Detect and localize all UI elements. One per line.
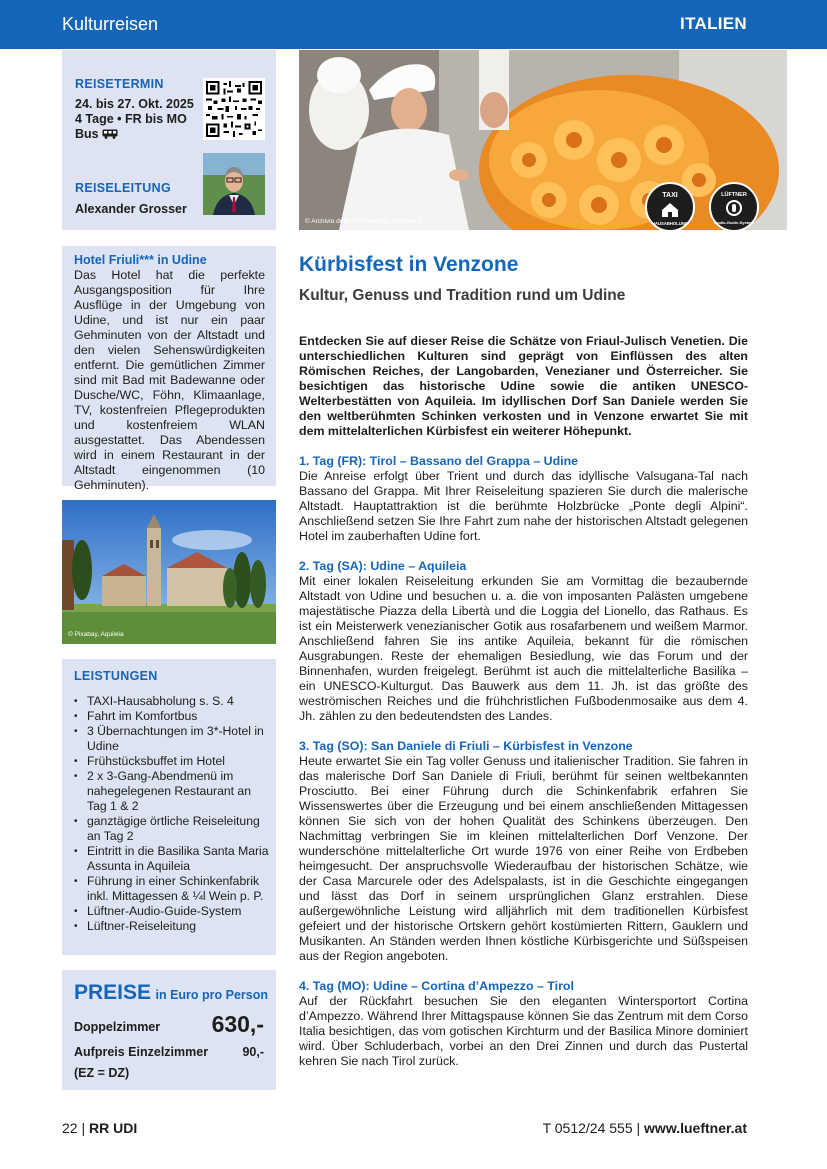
day-heading: 3. Tag (SO): San Daniele di Friuli – Kürbisfest in Venzone — [299, 739, 633, 753]
day-heading: 1. Tag (FR): Tirol – Bassano del Grappa – Udine — [299, 454, 579, 468]
category-label: Kulturreisen — [62, 14, 159, 34]
page-footer-left: 22 | RR UDI — [62, 1120, 138, 1136]
hero-photo-credit: © Archivio della Pro Venzone, Kürbisfest — [305, 218, 422, 225]
hotel-box — [62, 246, 276, 492]
audio-guide-badge — [709, 182, 759, 230]
intro-paragraph: Entdecken Sie auf dieser Reise die Schätze von Friaul-Julisch Venetien. Die unterschiedlichen Kulturen sind geprägt von Einflüssen des alten Römischen Reiches, der Langobarden, Venezianer und Österreicher. Sie besichtigen das historische Udine sowie die antiken UNESCO-Welterbestätten von Aquileia. Im idyllischen Dorf San Daniele werden Sie den weltberühmten Schinken verkosten und in Venzone erwartet Sie mit dem mittelalterlichen Kürbisfest ein weiterer Höhepunkt. — [299, 334, 748, 438]
trip-code: RR UDI — [89, 1120, 138, 1136]
transport-line — [75, 127, 194, 142]
services-heading: LEISTUNGEN — [74, 669, 158, 683]
svg-text:TAXI: TAXI — [662, 192, 678, 199]
page-number: 22 — [62, 1120, 78, 1136]
day-section — [299, 559, 748, 724]
price-note: (EZ = DZ) — [74, 1066, 130, 1080]
qr-code[interactable] — [203, 78, 265, 140]
list-item: • TAXI-Hausabholung s. S. 4 — [74, 694, 270, 709]
svg-text:HAUSABHOLUNG: HAUSABHOLUNG — [651, 221, 689, 226]
aquileia-photo — [62, 500, 276, 644]
website-link[interactable]: www.lueftner.at — [644, 1120, 747, 1136]
taxi-pickup-badge — [645, 182, 695, 230]
page-subtitle: Kultur, Genuss und Tradition rund um Udine — [299, 287, 626, 304]
page-title: Kürbisfest in Venzone — [299, 253, 519, 276]
double-room-label: Doppelzimmer — [74, 1020, 161, 1034]
price-subtitle: in Euro pro Person — [155, 988, 268, 1002]
single-supplement-price: 90,- — [242, 1045, 264, 1059]
travel-info-box — [62, 50, 276, 230]
aquileia-photo-credit: © Pixabay, Aquileia — [68, 631, 124, 638]
bus-icon — [102, 129, 118, 139]
hotel-title: Hotel Friuli*** in Udine — [74, 253, 207, 267]
reisetermin-heading: REISETERMIN — [75, 77, 164, 91]
list-item: • Eintritt in die Basilika Santa Maria Assunta in Aquileia — [74, 844, 270, 874]
list-item: • Fahrt im Komfortbus — [74, 709, 270, 724]
list-item: • Lüftner-Audio-Guide-System — [74, 904, 270, 919]
double-room-price: 630,- — [211, 1011, 264, 1037]
svg-text:LÜFTNER: LÜFTNER — [721, 192, 747, 198]
date-range: 24. bis 27. Okt. 2025 — [75, 97, 194, 111]
top-bar — [0, 0, 827, 49]
guide-name: Alexander Grosser — [75, 202, 187, 216]
country-label: ITALIEN — [680, 14, 747, 33]
page-footer-right: T 0512/24 555 | www.lueftner.at — [542, 1120, 747, 1136]
services-list — [74, 694, 270, 934]
svg-text:Audio-Guide-System: Audio-Guide-System — [714, 220, 754, 225]
day-section — [299, 979, 748, 1069]
guide-portrait — [203, 153, 265, 215]
day-section — [299, 454, 748, 544]
list-item: • 2 x 3-Gang-Abendmenü im nahegelegenen Restaurant an Tag 1 & 2 — [74, 769, 270, 814]
price-title: PREISE — [74, 981, 152, 1004]
article-body — [299, 334, 748, 1084]
single-supplement-label: Aufpreis Einzelzimmer — [74, 1045, 209, 1059]
list-item: • ganztägige örtliche Reiseleitung an Tag 2 — [74, 814, 270, 844]
list-item: • Lüftner-Reiseleitung — [74, 919, 270, 934]
reiseleitung-heading: REISELEITUNG — [75, 181, 171, 195]
list-item: • Frühstücksbuffet im Hotel — [74, 754, 270, 769]
price-heading — [74, 981, 268, 1005]
list-item: • 3 Übernachtungen im 3*-Hotel in Udine — [74, 724, 270, 754]
hotel-description: Das Hotel hat die perfekte Ausgangsposition für Ihre Ausflüge in der Umgebung von Udine, und ist nur ein paar Gehminuten von der Altstadt und den vielen Sehenswürdigkeiten entfernt. Die gemütlichen Zimmer sind mit Bad mit Badewanne oder Dusche/WC, Föhn, Klimaanlage, TV, kostenfreien Pflegeprodukten und kostenfreiem WLAN ausgestattet. Das Abendessen wird in einem Restaurant in der Altstadt eingenommen (10 Gehminuten). — [74, 268, 265, 492]
services-box — [62, 659, 276, 955]
day-text: Mit einer lokalen Reiseleitung erkunden Sie am Vormittag die bezaubernde Altstadt von Udine und besuchen u. a. die von imposanten Palästen umgebene majestätische Piazza della Libertà und die Loggia del Lionello, das Rathaus. Es ist ein Meisterwerk venezianischer Gotik aus rosafarbenem und weißem Marmor. Anschließend fahren Sie ins antike Aquileia, bekannt für die römischen Ausgrabungen. Reste der ehemaligen Besiedlung, wie das Forum und der Binnenhafen, wurden freigelegt. Berühmt ist auch die mittelalterliche Basilika – ein UNESCO-Kulturgut. Das Bauwerk aus dem 11. Jh. ist das größte des weströmischen Reiches und die frühchristlichen Fußbodenmosaike aus dem 4. Jh. zählen zu den bedeutendsten des Landes. — [299, 574, 748, 723]
transport-label: Bus — [75, 127, 99, 141]
duration: 4 Tage • FR bis MO — [75, 112, 187, 126]
day-section — [299, 739, 748, 964]
list-item: • Führung in einer Schinkenfabrik inkl. Mittagessen & ¼l Wein p. P. — [74, 874, 270, 904]
day-text: Auf der Rückfahrt besuchen Sie den eleganten Wintersportort Cortina d’Ampezzo. Während Ihrer Mittagspause können Sie das Zentrum mit dem Corso Italia besichtigen, das vom gotischen Kirchturm und der Basilica Minore dominiert wird. Über Schluderbach, vorbei an den Drei Zinnen und durch das Pustertal kehren Sie nach Tirol zurück. — [299, 994, 748, 1068]
day-text: Heute erwartet Sie ein Tag voller Genuss und italienischer Tradition. Sie fahren in das malerische Dorf San Daniele di Friuli, berühmt für seinen weltbekannten Prosciutto. Bei einer Führung durch die Schinkenfabrik erfahren Sie Wissenswertes über die Erzeugung und bei einem anschließenden Mittagessen können Sie sich von der hohen Qualität des Schinkens überzeugen. Den Nachmittag verbringen Sie im kleinen mittelalterlichen Dorf Venzone. Der wunderschöne mittelalterliche Ort wurde 1976 von einer Reihe von Erdbeben heimgesucht. Der anspruchsvolle Wiederaufbau der historischen Schätze, wie der Casa Marcurele oder des Adelspalasts, ist in die Geschichte eingegangen und lässt das Dorf in seinem ursprünglichen Glanz erstrahlen. Diese außergewöhnliche Leistung wird alljährlich mit dem traditionellen Kürbisfest gefeiert und der historische Ortskern gehört kostümierten Rittern, Gauklern und Musikanten. An Ständen werden Ihnen köstliche Kürbisgerichte und Süßspeisen aus der Region angeboten. — [299, 754, 748, 963]
day-text: Die Anreise erfolgt über Trient und durch das idyllische Valsugana-Tal nach Bassano del Grappa. Mit Ihrer Reiseleitung spazieren Sie durch die malerische Altstadt. Hauptattraktion ist die berühmte Holzbrücke „Ponte degli Alpini“. Anschließend setzen Sie Ihre Fahrt zum nahe der historischen Altstadt gelegenen Hotel im zauberhaften Udine fort. — [299, 469, 748, 543]
travel-dates — [75, 97, 194, 142]
day-heading: 2. Tag (SA): Udine – Aquileia — [299, 559, 467, 573]
phone-number: T 0512/24 555 — [542, 1120, 633, 1136]
hero-photo — [299, 50, 787, 230]
price-box — [62, 970, 276, 1090]
day-heading: 4. Tag (MO): Udine – Cortina d’Ampezzo – Tirol — [299, 979, 574, 993]
